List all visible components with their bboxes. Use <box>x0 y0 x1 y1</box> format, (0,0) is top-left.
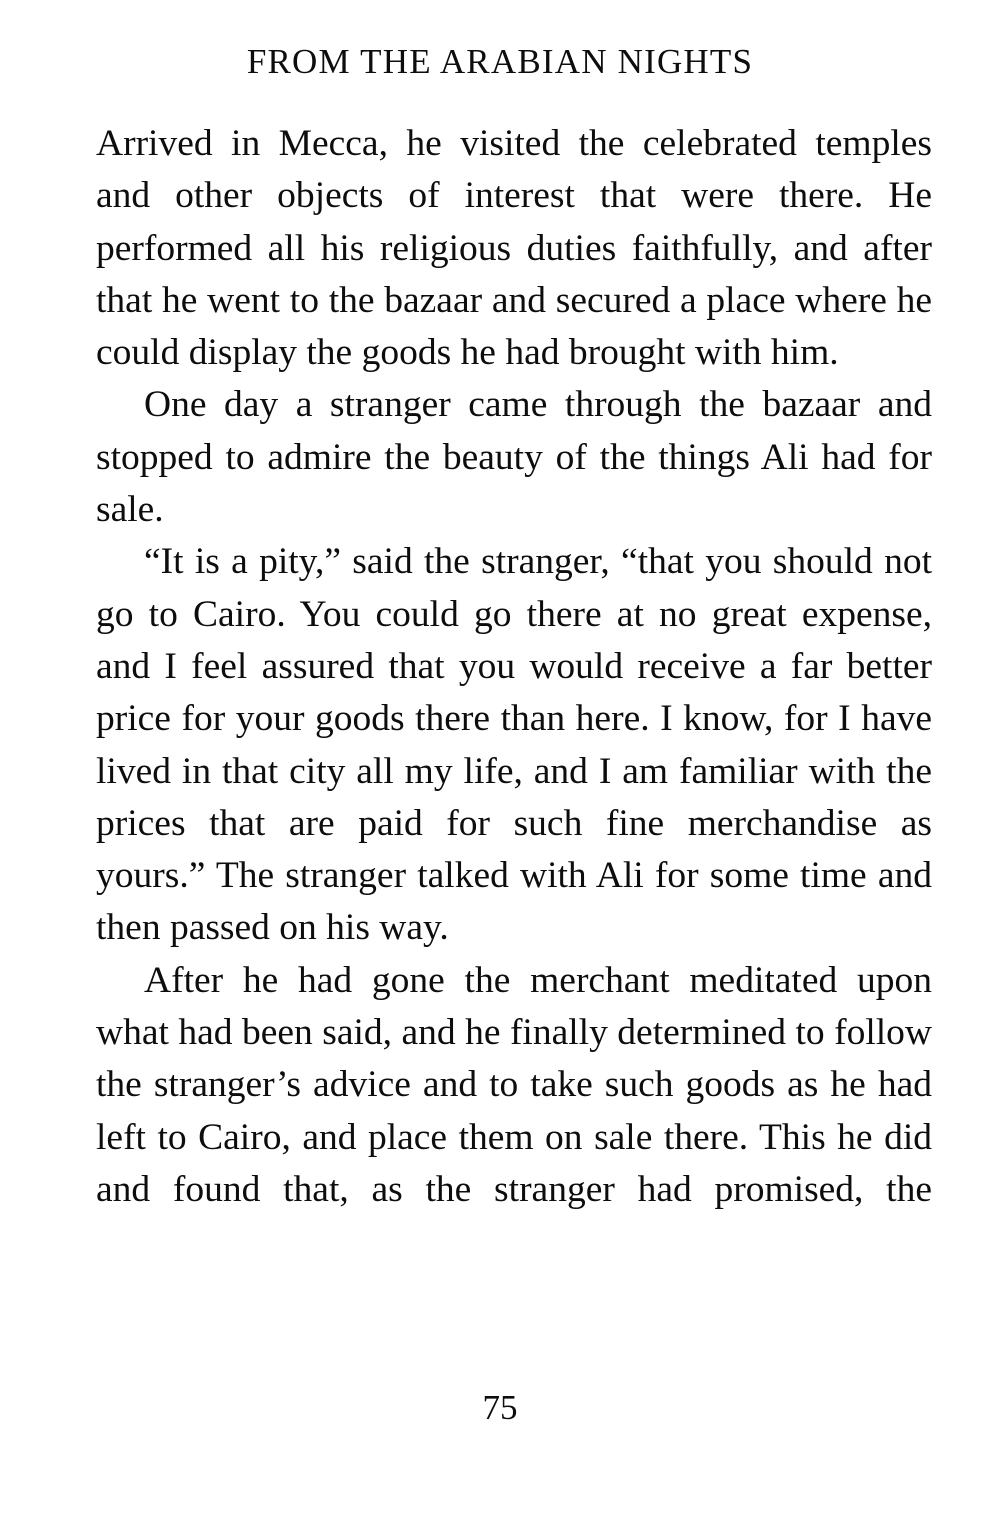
paragraph: Arrived in Mecca, he visited the celebrated temples and other objects of interest that were there. He performed all his religious duties faithfully, and after that he went to the bazaar and secured a place where he could display the goods he had brought with him. <box>96 123 932 374</box>
body-text-block <box>96 118 932 1269</box>
paragraph: After he had gone the merchant meditated upon what had been said, and he finally determined to follow the stranger’s advice and to take such goods as he had left to Cairo, and place them on sale there. This he did and found that, as the stranger had promised, the <box>96 959 932 1210</box>
paragraph: One day a stranger came through the bazaar and stopped to admire the beauty of the things Ali had for sale. <box>96 384 932 531</box>
page-number: 75 <box>482 1388 518 1427</box>
paragraph: “It is a pity,” said the stranger, “that you should not go to Cairo. You could go there at no great expense, and I feel assured that you would receive a far better price for your goods there than here. I know, for I have lived in that city all my life, and I am familiar with the prices that are paid for such fine merchandise as yours.” The stranger talked with Ali for some time and then passed on his way. <box>96 541 932 949</box>
running-head: FROM THE ARABIAN NIGHTS <box>246 42 754 81</box>
